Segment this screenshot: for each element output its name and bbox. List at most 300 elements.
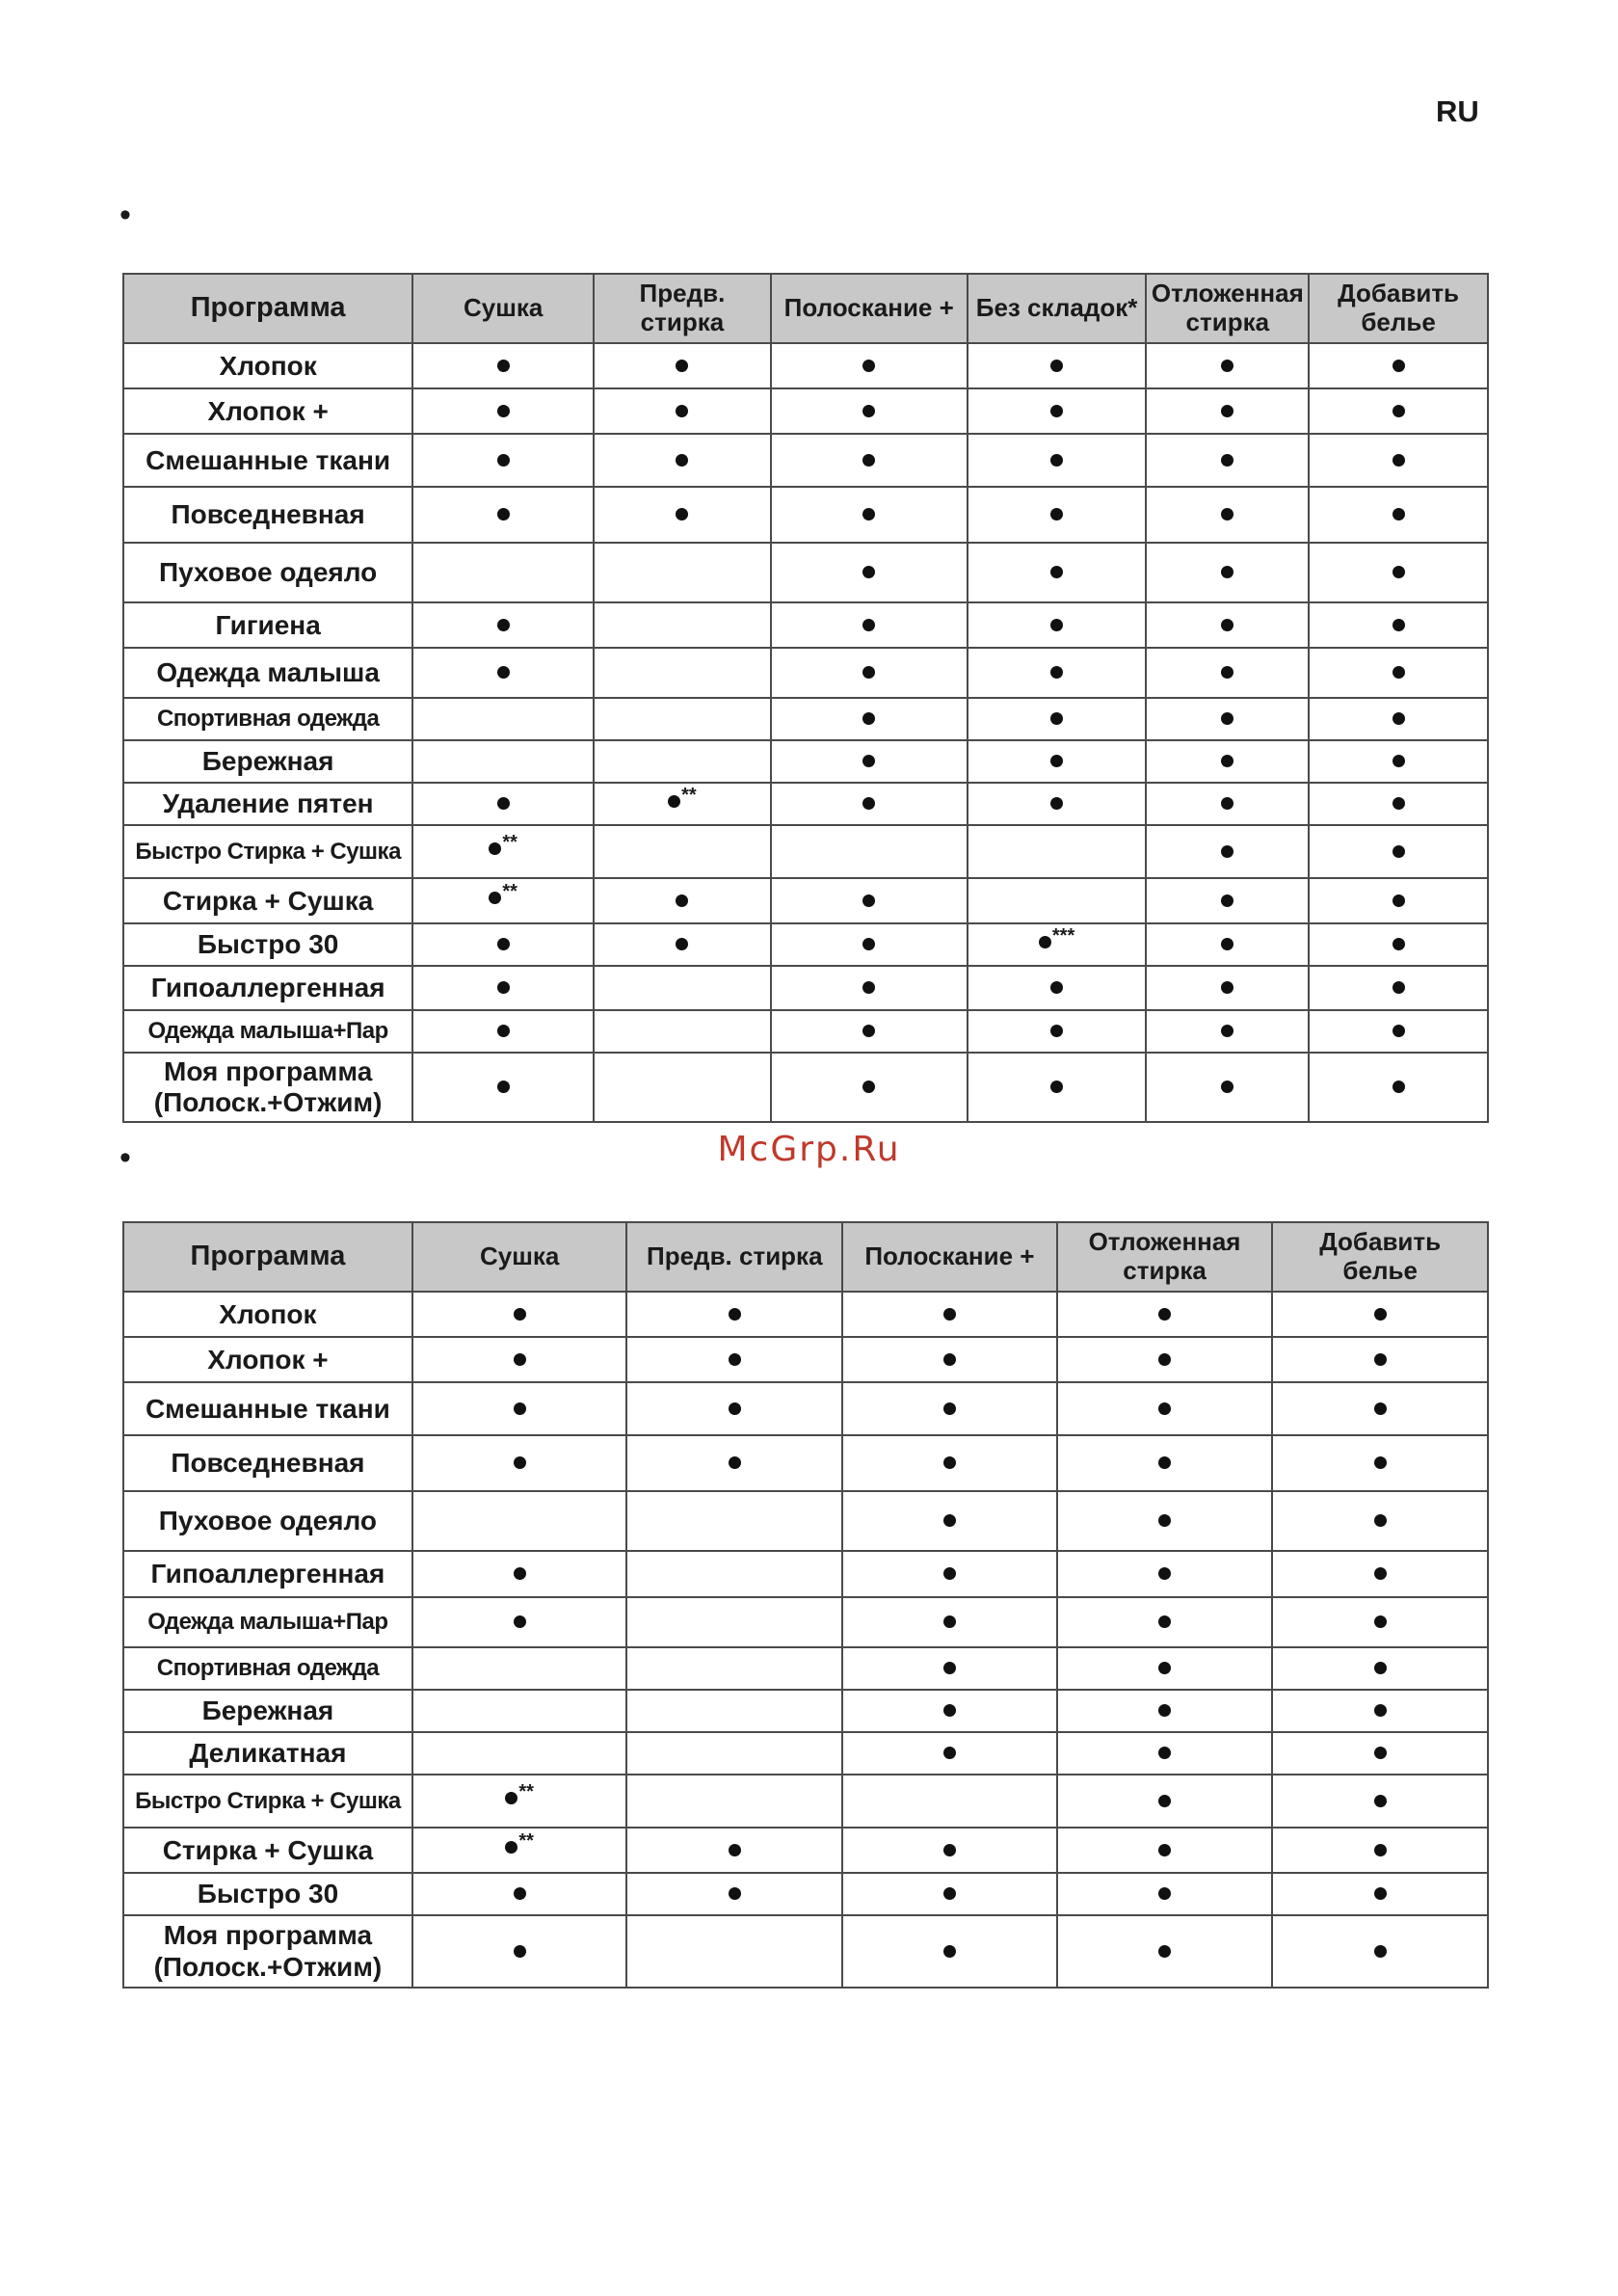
availability-dot-icon bbox=[862, 360, 875, 372]
option-cell bbox=[1057, 1337, 1273, 1382]
availability-dot-icon bbox=[862, 566, 875, 578]
availability-dot-icon bbox=[1221, 755, 1233, 767]
availability-dot-icon bbox=[729, 1887, 741, 1900]
option-cell bbox=[412, 1775, 627, 1828]
table-row bbox=[123, 923, 1488, 966]
availability-dot-icon bbox=[1158, 1567, 1171, 1580]
option-cell bbox=[594, 1053, 771, 1122]
option-cell bbox=[1309, 825, 1488, 878]
column-header-отложенная-стирка: Отложенная стирка bbox=[1057, 1222, 1273, 1292]
program-name: Хлопок + bbox=[123, 1337, 412, 1382]
option-cell bbox=[968, 1053, 1147, 1122]
availability-dot-icon bbox=[1158, 1308, 1171, 1321]
availability-dot-icon bbox=[862, 619, 875, 631]
table-row bbox=[123, 1053, 1488, 1122]
availability-dot-icon bbox=[1050, 712, 1063, 725]
table-row bbox=[123, 343, 1488, 388]
availability-dot-icon bbox=[1221, 566, 1233, 578]
table-row bbox=[123, 1382, 1488, 1435]
option-cell bbox=[771, 783, 968, 825]
availability-dot-icon bbox=[514, 1945, 526, 1958]
option-cell bbox=[412, 1873, 627, 1915]
option-cell bbox=[412, 966, 594, 1010]
option-cell bbox=[771, 878, 968, 923]
program-name: Моя программа (Полоск.+Отжим) bbox=[123, 1053, 412, 1122]
availability-dot-icon bbox=[514, 1353, 526, 1366]
option-cell bbox=[968, 648, 1147, 698]
program-name: Пуховое одеяло bbox=[123, 1491, 412, 1551]
option-cell bbox=[594, 343, 771, 388]
availability-dot-icon bbox=[1050, 454, 1063, 467]
availability-dot-icon bbox=[497, 360, 510, 372]
availability-dot-icon bbox=[943, 1308, 956, 1321]
option-cell bbox=[771, 343, 968, 388]
availability-dot-icon bbox=[943, 1353, 956, 1366]
option-cell bbox=[842, 1551, 1057, 1597]
option-cell bbox=[771, 543, 968, 602]
option-cell bbox=[412, 343, 594, 388]
option-cell bbox=[412, 1915, 627, 1988]
option-cell bbox=[626, 1828, 842, 1873]
option-cell bbox=[771, 923, 968, 966]
availability-dot-icon bbox=[1221, 454, 1233, 467]
table-row bbox=[123, 1690, 1488, 1732]
availability-dot-icon bbox=[514, 1887, 526, 1900]
availability-dot-icon bbox=[862, 666, 875, 679]
option-cell bbox=[1057, 1597, 1273, 1647]
availability-dot-icon bbox=[1221, 405, 1233, 417]
program-name: Повседневная bbox=[123, 487, 412, 543]
option-cell bbox=[771, 740, 968, 783]
availability-dot-icon bbox=[1221, 797, 1233, 810]
option-cell bbox=[1146, 602, 1309, 648]
option-cell bbox=[1272, 1337, 1488, 1382]
option-cell bbox=[771, 388, 968, 434]
table-row bbox=[123, 434, 1488, 487]
availability-dot-icon bbox=[1221, 938, 1233, 950]
table-row bbox=[123, 878, 1488, 923]
availability-dot-icon bbox=[862, 1081, 875, 1093]
availability-dot-icon bbox=[1039, 936, 1051, 948]
availability-dot-icon bbox=[862, 1025, 875, 1037]
program-name: Спортивная одежда bbox=[123, 698, 412, 740]
option-cell bbox=[842, 1873, 1057, 1915]
column-header-добавить-белье: Добавить белье bbox=[1309, 274, 1488, 343]
availability-dot-icon bbox=[1221, 360, 1233, 372]
option-cell bbox=[412, 1647, 627, 1690]
option-cell bbox=[968, 740, 1147, 783]
option-cell bbox=[842, 1491, 1057, 1551]
option-cell bbox=[1272, 1491, 1488, 1551]
option-cell bbox=[968, 343, 1147, 388]
availability-dot-icon bbox=[729, 1353, 741, 1366]
option-cell bbox=[626, 1775, 842, 1828]
availability-dot-icon bbox=[943, 1945, 956, 1958]
option-cell bbox=[412, 543, 594, 602]
availability-dot-icon bbox=[1221, 619, 1233, 631]
program-name: Гигиена bbox=[123, 602, 412, 648]
program-name: Стирка + Сушка bbox=[123, 1828, 412, 1873]
table-row bbox=[123, 966, 1488, 1010]
program-options-table-1 bbox=[122, 273, 1489, 1123]
option-cell bbox=[1309, 602, 1488, 648]
option-cell bbox=[771, 602, 968, 648]
availability-dot-icon bbox=[1158, 1456, 1171, 1469]
availability-dot-icon bbox=[1393, 360, 1405, 372]
option-cell bbox=[412, 648, 594, 698]
availability-dot-icon bbox=[1158, 1945, 1171, 1958]
option-cell bbox=[842, 1597, 1057, 1647]
availability-dot-icon bbox=[943, 1402, 956, 1415]
option-cell bbox=[968, 543, 1147, 602]
availability-dot-icon bbox=[1158, 1615, 1171, 1628]
table-row bbox=[123, 1732, 1488, 1775]
program-name: Гипоаллергенная bbox=[123, 966, 412, 1010]
option-cell bbox=[1146, 923, 1309, 966]
availability-dot-icon bbox=[1393, 405, 1405, 417]
table-row bbox=[123, 1551, 1488, 1597]
availability-dot-icon bbox=[862, 981, 875, 994]
footnote-mark: ** bbox=[681, 784, 697, 806]
option-cell bbox=[1272, 1873, 1488, 1915]
option-cell bbox=[1057, 1435, 1273, 1491]
option-cell bbox=[1146, 343, 1309, 388]
column-header-предв-стирка: Предв. стирка bbox=[594, 274, 771, 343]
option-cell bbox=[1146, 878, 1309, 923]
availability-dot-icon bbox=[497, 454, 510, 467]
program-name: Гипоаллергенная bbox=[123, 1551, 412, 1597]
option-cell bbox=[1309, 698, 1488, 740]
option-cell bbox=[1146, 648, 1309, 698]
availability-dot-icon bbox=[1393, 894, 1405, 907]
option-cell bbox=[968, 388, 1147, 434]
option-cell bbox=[1272, 1690, 1488, 1732]
availability-dot-icon bbox=[1374, 1795, 1387, 1807]
availability-dot-icon bbox=[1393, 1025, 1405, 1037]
program-name: Удаление пятен bbox=[123, 783, 412, 825]
availability-dot-icon bbox=[676, 454, 688, 467]
availability-dot-icon bbox=[1158, 1662, 1171, 1674]
option-cell bbox=[1309, 434, 1488, 487]
column-header-без-складок: Без складок* bbox=[968, 274, 1147, 343]
option-cell bbox=[1309, 648, 1488, 698]
availability-dot-icon bbox=[1374, 1844, 1387, 1856]
availability-dot-icon bbox=[514, 1308, 526, 1321]
availability-dot-icon bbox=[1158, 1844, 1171, 1856]
table-row bbox=[123, 602, 1488, 648]
program-name: Бережная bbox=[123, 740, 412, 783]
table-row bbox=[123, 1010, 1488, 1053]
availability-dot-icon bbox=[729, 1844, 741, 1856]
availability-dot-icon bbox=[1050, 619, 1063, 631]
option-cell bbox=[412, 878, 594, 923]
table-row bbox=[123, 1491, 1488, 1551]
column-header-полоскание: Полоскание + bbox=[842, 1222, 1057, 1292]
watermark: McGrp.Ru bbox=[717, 1130, 901, 1169]
program-name: Смешанные ткани bbox=[123, 1382, 412, 1435]
option-cell bbox=[1146, 434, 1309, 487]
option-cell bbox=[1057, 1690, 1273, 1732]
option-cell bbox=[1272, 1551, 1488, 1597]
option-cell bbox=[1057, 1828, 1273, 1873]
table-row bbox=[123, 825, 1488, 878]
option-cell bbox=[842, 1647, 1057, 1690]
column-header-предв-стирка: Предв. стирка bbox=[626, 1222, 842, 1292]
option-cell bbox=[412, 1010, 594, 1053]
availability-dot-icon bbox=[1050, 1081, 1063, 1093]
option-cell bbox=[594, 923, 771, 966]
option-cell bbox=[1272, 1915, 1488, 1988]
footnote-mark: *** bbox=[1051, 924, 1075, 947]
program-name: Деликатная bbox=[123, 1732, 412, 1775]
option-cell bbox=[626, 1551, 842, 1597]
option-cell bbox=[771, 487, 968, 543]
column-header-сушка: Сушка bbox=[412, 274, 594, 343]
option-cell bbox=[594, 602, 771, 648]
availability-dot-icon bbox=[1393, 755, 1405, 767]
availability-dot-icon bbox=[943, 1747, 956, 1759]
option-cell bbox=[771, 1053, 968, 1122]
option-cell bbox=[412, 1551, 627, 1597]
option-cell bbox=[771, 1010, 968, 1053]
option-cell bbox=[1272, 1435, 1488, 1491]
availability-dot-icon bbox=[862, 712, 875, 725]
option-cell bbox=[968, 1010, 1147, 1053]
availability-dot-icon bbox=[514, 1402, 526, 1415]
program-name: Быстро Стирка + Сушка bbox=[123, 1775, 412, 1828]
option-cell bbox=[594, 487, 771, 543]
option-cell bbox=[771, 966, 968, 1010]
option-cell bbox=[412, 1292, 627, 1337]
option-cell bbox=[1309, 966, 1488, 1010]
option-cell bbox=[412, 487, 594, 543]
option-cell bbox=[1272, 1292, 1488, 1337]
program-name: Пуховое одеяло bbox=[123, 543, 412, 602]
column-header-сушка: Сушка bbox=[412, 1222, 627, 1292]
option-cell bbox=[1057, 1732, 1273, 1775]
option-cell bbox=[968, 878, 1147, 923]
option-cell bbox=[626, 1690, 842, 1732]
availability-dot-icon bbox=[729, 1456, 741, 1469]
availability-dot-icon bbox=[497, 1081, 510, 1093]
program-options-table-2 bbox=[122, 1221, 1489, 1989]
availability-dot-icon bbox=[1050, 755, 1063, 767]
availability-dot-icon bbox=[497, 508, 510, 521]
availability-dot-icon bbox=[1374, 1353, 1387, 1366]
section-bullet-1: • bbox=[119, 197, 131, 233]
availability-dot-icon bbox=[505, 1792, 517, 1804]
availability-dot-icon bbox=[1158, 1514, 1171, 1527]
option-cell bbox=[842, 1435, 1057, 1491]
availability-dot-icon bbox=[1221, 1081, 1233, 1093]
table-row bbox=[123, 1775, 1488, 1828]
option-cell bbox=[412, 1053, 594, 1122]
availability-dot-icon bbox=[943, 1662, 956, 1674]
option-cell bbox=[626, 1597, 842, 1647]
table-row bbox=[123, 698, 1488, 740]
availability-dot-icon bbox=[497, 1025, 510, 1037]
availability-dot-icon bbox=[943, 1456, 956, 1469]
availability-dot-icon bbox=[514, 1615, 526, 1628]
availability-dot-icon bbox=[1393, 845, 1405, 858]
option-cell bbox=[968, 434, 1147, 487]
option-cell bbox=[771, 648, 968, 698]
table-row bbox=[123, 1828, 1488, 1873]
option-cell bbox=[1309, 878, 1488, 923]
table-row bbox=[123, 648, 1488, 698]
program-name: Бережная bbox=[123, 1690, 412, 1732]
option-cell bbox=[412, 602, 594, 648]
program-name: Одежда малыша bbox=[123, 648, 412, 698]
option-cell bbox=[968, 487, 1147, 543]
option-cell bbox=[1309, 783, 1488, 825]
table-row bbox=[123, 740, 1488, 783]
table-row bbox=[123, 1647, 1488, 1690]
section-bullet-2: • bbox=[119, 1139, 131, 1176]
option-cell bbox=[412, 1491, 627, 1551]
column-header-программа: Программа bbox=[123, 274, 412, 343]
option-cell bbox=[1309, 487, 1488, 543]
availability-dot-icon bbox=[1221, 1025, 1233, 1037]
option-cell bbox=[412, 1597, 627, 1647]
table-row bbox=[123, 388, 1488, 434]
program-name: Смешанные ткани bbox=[123, 434, 412, 487]
option-cell bbox=[626, 1337, 842, 1382]
option-cell bbox=[594, 1010, 771, 1053]
option-cell bbox=[594, 740, 771, 783]
footnote-mark: ** bbox=[502, 832, 517, 853]
availability-dot-icon bbox=[1158, 1747, 1171, 1759]
availability-dot-icon bbox=[862, 454, 875, 467]
option-cell bbox=[1057, 1915, 1273, 1988]
program-name: Хлопок bbox=[123, 343, 412, 388]
program-name: Быстро 30 bbox=[123, 1873, 412, 1915]
availability-dot-icon bbox=[1221, 666, 1233, 679]
program-name: Быстро Стирка + Сушка bbox=[123, 825, 412, 878]
option-cell bbox=[626, 1435, 842, 1491]
table-row bbox=[123, 543, 1488, 602]
language-code: RU bbox=[1436, 94, 1479, 128]
option-cell bbox=[626, 1732, 842, 1775]
availability-dot-icon bbox=[1374, 1308, 1387, 1321]
availability-dot-icon bbox=[1050, 508, 1063, 521]
option-cell bbox=[412, 923, 594, 966]
option-cell bbox=[412, 1828, 627, 1873]
availability-dot-icon bbox=[1374, 1662, 1387, 1674]
availability-dot-icon bbox=[862, 797, 875, 810]
option-cell bbox=[1146, 740, 1309, 783]
availability-dot-icon bbox=[1393, 508, 1405, 521]
option-cell bbox=[771, 825, 968, 878]
option-cell bbox=[412, 388, 594, 434]
option-cell bbox=[412, 783, 594, 825]
availability-dot-icon bbox=[1158, 1353, 1171, 1366]
option-cell bbox=[842, 1292, 1057, 1337]
program-name: Повседневная bbox=[123, 1435, 412, 1491]
option-cell bbox=[1309, 923, 1488, 966]
availability-dot-icon bbox=[1221, 845, 1233, 858]
option-cell bbox=[1309, 388, 1488, 434]
option-cell bbox=[594, 966, 771, 1010]
option-cell bbox=[968, 602, 1147, 648]
availability-dot-icon bbox=[489, 842, 501, 855]
option-cell bbox=[1146, 698, 1309, 740]
option-cell bbox=[412, 1732, 627, 1775]
availability-dot-icon bbox=[862, 894, 875, 907]
availability-dot-icon bbox=[1158, 1704, 1171, 1717]
option-cell bbox=[968, 783, 1147, 825]
availability-dot-icon bbox=[1393, 938, 1405, 950]
availability-dot-icon bbox=[1374, 1747, 1387, 1759]
option-cell bbox=[842, 1732, 1057, 1775]
availability-dot-icon bbox=[497, 666, 510, 679]
program-name: Хлопок bbox=[123, 1292, 412, 1337]
option-cell bbox=[1146, 1010, 1309, 1053]
availability-dot-icon bbox=[1221, 894, 1233, 907]
availability-dot-icon bbox=[1374, 1567, 1387, 1580]
option-cell bbox=[842, 1382, 1057, 1435]
availability-dot-icon bbox=[1050, 1025, 1063, 1037]
availability-dot-icon bbox=[943, 1567, 956, 1580]
availability-dot-icon bbox=[1374, 1945, 1387, 1958]
availability-dot-icon bbox=[505, 1841, 517, 1854]
availability-dot-icon bbox=[497, 938, 510, 950]
option-cell bbox=[412, 1435, 627, 1491]
availability-dot-icon bbox=[1050, 566, 1063, 578]
availability-dot-icon bbox=[862, 508, 875, 521]
availability-dot-icon bbox=[862, 405, 875, 417]
table-row bbox=[123, 1915, 1488, 1988]
program-name: Хлопок + bbox=[123, 388, 412, 434]
option-cell bbox=[1272, 1775, 1488, 1828]
option-cell bbox=[842, 1775, 1057, 1828]
footnote-mark: ** bbox=[502, 881, 517, 902]
availability-dot-icon bbox=[1221, 508, 1233, 521]
option-cell bbox=[412, 825, 594, 878]
availability-dot-icon bbox=[862, 755, 875, 767]
availability-dot-icon bbox=[514, 1567, 526, 1580]
program-name: Одежда малыша+Пар bbox=[123, 1010, 412, 1053]
availability-dot-icon bbox=[668, 795, 680, 808]
option-cell bbox=[626, 1915, 842, 1988]
program-name: Одежда малыша+Пар bbox=[123, 1597, 412, 1647]
table-row bbox=[123, 1873, 1488, 1915]
availability-dot-icon bbox=[676, 508, 688, 521]
availability-dot-icon bbox=[1393, 712, 1405, 725]
option-cell bbox=[594, 698, 771, 740]
column-header-полоскание: Полоскание + bbox=[771, 274, 968, 343]
column-header-программа: Программа bbox=[123, 1222, 412, 1292]
option-cell bbox=[1309, 740, 1488, 783]
availability-dot-icon bbox=[1050, 360, 1063, 372]
footnote-mark: ** bbox=[518, 1781, 534, 1802]
option-cell bbox=[1272, 1828, 1488, 1873]
option-cell bbox=[1309, 543, 1488, 602]
availability-dot-icon bbox=[729, 1402, 741, 1415]
option-cell bbox=[626, 1647, 842, 1690]
option-cell bbox=[968, 923, 1147, 966]
availability-dot-icon bbox=[497, 797, 510, 810]
program-name: Спортивная одежда bbox=[123, 1647, 412, 1690]
availability-dot-icon bbox=[1158, 1887, 1171, 1900]
availability-dot-icon bbox=[1050, 405, 1063, 417]
availability-dot-icon bbox=[943, 1514, 956, 1527]
option-cell bbox=[626, 1292, 842, 1337]
availability-dot-icon bbox=[1393, 666, 1405, 679]
option-cell bbox=[594, 878, 771, 923]
availability-dot-icon bbox=[862, 938, 875, 950]
option-cell bbox=[412, 740, 594, 783]
